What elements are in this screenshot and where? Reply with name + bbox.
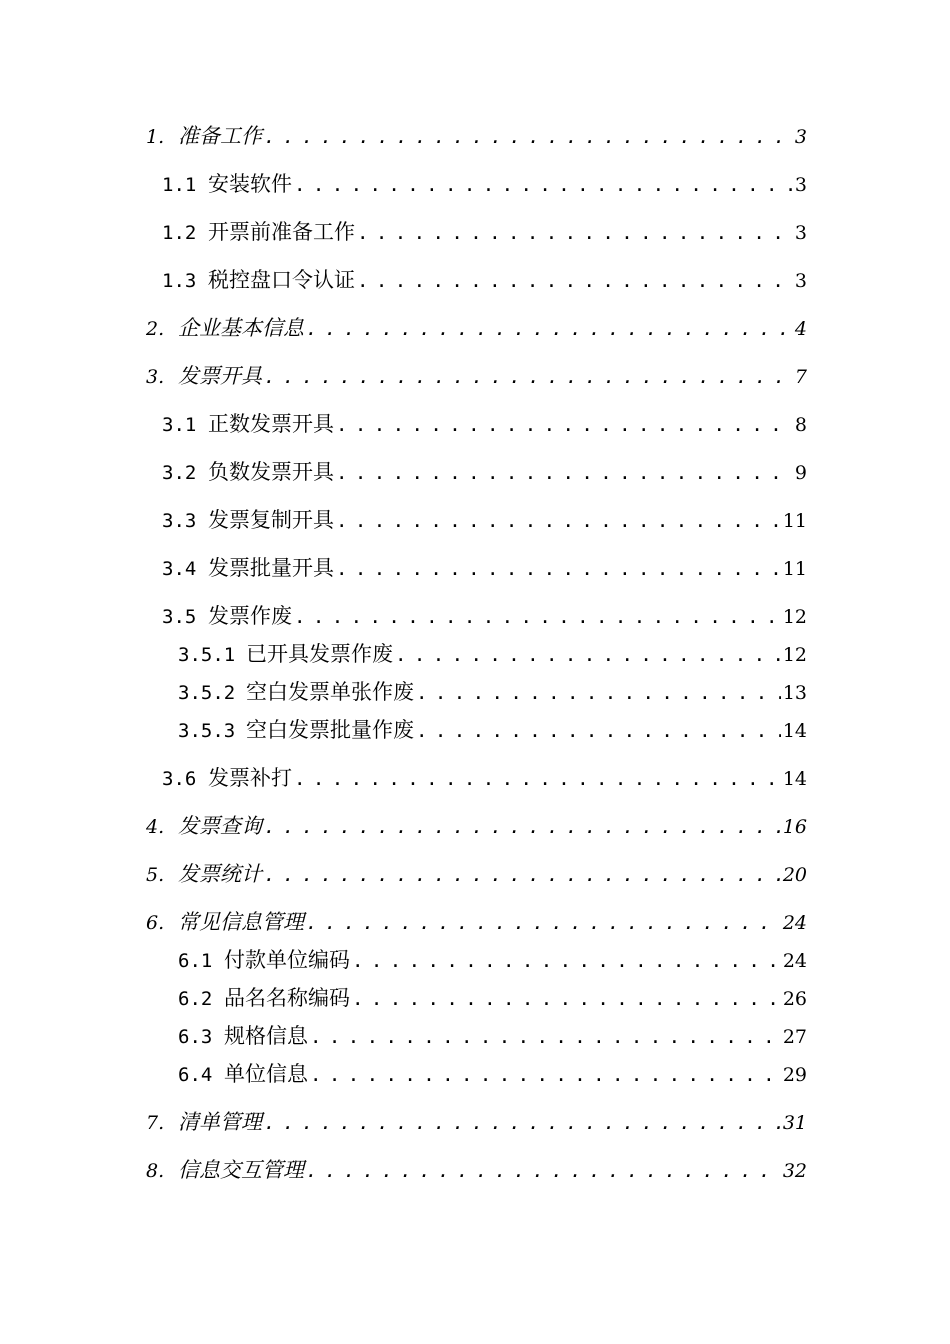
toc-title: 发票统计 xyxy=(178,862,262,886)
toc-entry[interactable] xyxy=(178,946,807,974)
toc-number: 1.3 xyxy=(162,270,197,292)
dot-leader xyxy=(264,363,793,391)
toc-title: 空白发票单张作废 xyxy=(246,680,414,704)
toc-entry[interactable] xyxy=(146,362,807,390)
toc-page: 16 xyxy=(782,816,807,838)
toc-title: 开票前准备工作 xyxy=(208,220,355,244)
toc-page: 24 xyxy=(782,912,807,934)
toc-number: 8. xyxy=(146,1160,165,1182)
toc-entry[interactable] xyxy=(162,506,807,534)
toc-entry[interactable] xyxy=(162,410,807,438)
toc-entry[interactable] xyxy=(162,266,807,294)
toc-title: 发票查询 xyxy=(178,814,262,838)
toc-title: 发票开具 xyxy=(178,364,262,388)
dot-leader xyxy=(310,1023,781,1051)
dot-leader xyxy=(352,985,781,1013)
toc-number: 7. xyxy=(146,1112,165,1134)
toc-page: 29 xyxy=(782,1064,807,1086)
toc-entry[interactable] xyxy=(178,984,807,1012)
toc-number: 3.5 xyxy=(162,606,197,628)
toc-page: 3 xyxy=(794,126,807,148)
toc-entry[interactable] xyxy=(162,554,807,582)
toc-page: 27 xyxy=(782,1026,807,1048)
toc-entry[interactable] xyxy=(178,640,807,668)
toc-page: 14 xyxy=(782,720,807,742)
toc-number: 3. xyxy=(146,366,165,388)
toc-title: 负数发票开具 xyxy=(208,460,334,484)
toc-entry[interactable] xyxy=(146,812,807,840)
toc-number: 3.5.2 xyxy=(178,682,236,704)
toc-number: 6.3 xyxy=(178,1026,213,1048)
toc-number: 6.4 xyxy=(178,1064,213,1086)
toc-title: 税控盘口令认证 xyxy=(208,268,355,292)
toc-number: 3.1 xyxy=(162,414,197,436)
toc-page: 26 xyxy=(782,988,807,1010)
toc-number: 6.1 xyxy=(178,950,213,972)
dot-leader xyxy=(264,861,781,889)
toc-title: 空白发票批量作废 xyxy=(246,718,414,742)
toc-page: 24 xyxy=(782,950,807,972)
toc-page: 12 xyxy=(782,644,807,666)
toc-title: 正数发票开具 xyxy=(208,412,334,436)
toc-page: 3 xyxy=(794,174,807,196)
toc-title: 安装软件 xyxy=(208,172,292,196)
toc-number: 5. xyxy=(146,864,165,886)
dot-leader xyxy=(416,679,781,707)
toc-number: 3.4 xyxy=(162,558,197,580)
toc-page: 9 xyxy=(794,462,807,484)
dot-leader xyxy=(395,641,781,669)
toc-title: 常见信息管理 xyxy=(178,910,304,934)
toc-number: 2. xyxy=(146,318,165,340)
dot-leader xyxy=(336,459,793,487)
dot-leader xyxy=(357,267,793,295)
toc-page: 14 xyxy=(782,768,807,790)
toc-entry[interactable] xyxy=(162,218,807,246)
toc-entry[interactable] xyxy=(146,1108,807,1136)
toc-title: 单位信息 xyxy=(224,1062,308,1086)
dot-leader xyxy=(336,411,793,439)
toc-page: 11 xyxy=(782,558,807,580)
toc-page: 11 xyxy=(782,510,807,532)
toc-number: 3.5.1 xyxy=(178,644,236,666)
toc-title: 信息交互管理 xyxy=(178,1158,304,1182)
toc-number: 3.3 xyxy=(162,510,197,532)
toc-page: 13 xyxy=(782,682,807,704)
toc-page: 31 xyxy=(782,1112,807,1134)
dot-leader xyxy=(352,947,781,975)
toc-page: 7 xyxy=(794,366,807,388)
toc-title: 发票作废 xyxy=(208,604,292,628)
toc-page: 20 xyxy=(782,864,807,886)
toc-entry[interactable] xyxy=(146,122,807,150)
dot-leader xyxy=(357,219,793,247)
dot-leader xyxy=(294,603,781,631)
dot-leader xyxy=(336,555,781,583)
dot-leader xyxy=(306,909,781,937)
toc-title: 企业基本信息 xyxy=(178,316,304,340)
dot-leader xyxy=(336,507,781,535)
toc-number: 6.2 xyxy=(178,988,213,1010)
toc-number: 1.1 xyxy=(162,174,197,196)
toc-title: 已开具发票作废 xyxy=(246,642,393,666)
toc-number: 1.2 xyxy=(162,222,197,244)
toc-entry[interactable] xyxy=(146,1156,807,1184)
toc-number: 3.6 xyxy=(162,768,197,790)
toc-number: 3.5.3 xyxy=(178,720,236,742)
toc-entry[interactable] xyxy=(146,314,807,342)
dot-leader xyxy=(306,315,793,343)
dot-leader xyxy=(310,1061,781,1089)
toc-page: 3 xyxy=(794,270,807,292)
toc-entry[interactable] xyxy=(178,716,807,744)
toc-page: 3 xyxy=(794,222,807,244)
toc-title: 付款单位编码 xyxy=(224,948,350,972)
toc-entry[interactable] xyxy=(162,602,807,630)
toc-entry[interactable] xyxy=(178,1022,807,1050)
toc-entry[interactable] xyxy=(178,1060,807,1088)
dot-leader xyxy=(264,1109,781,1137)
dot-leader xyxy=(264,813,781,841)
toc-page: 4 xyxy=(794,318,807,340)
dot-leader xyxy=(264,123,793,151)
toc-number: 1. xyxy=(146,126,165,148)
toc-number: 3.2 xyxy=(162,462,197,484)
toc-entry[interactable] xyxy=(162,170,807,198)
toc-title: 清单管理 xyxy=(178,1110,262,1134)
toc-title: 发票复制开具 xyxy=(208,508,334,532)
toc-title: 品名名称编码 xyxy=(224,986,350,1010)
toc-entry[interactable] xyxy=(146,908,807,936)
toc-title: 规格信息 xyxy=(224,1024,308,1048)
toc-number: 4. xyxy=(146,816,165,838)
dot-leader xyxy=(416,717,781,745)
toc-number: 6. xyxy=(146,912,165,934)
toc-title: 发票批量开具 xyxy=(208,556,334,580)
toc-entry[interactable] xyxy=(162,764,807,792)
toc-entry[interactable] xyxy=(178,678,807,706)
toc-entry[interactable] xyxy=(146,860,807,888)
toc-page: 32 xyxy=(782,1160,807,1182)
dot-leader xyxy=(294,171,793,199)
dot-leader xyxy=(306,1157,781,1185)
toc-page: 8 xyxy=(794,414,807,436)
toc-entry[interactable] xyxy=(162,458,807,486)
toc-title: 发票补打 xyxy=(208,766,292,790)
toc-title: 准备工作 xyxy=(178,124,262,148)
toc-page: 12 xyxy=(782,606,807,628)
dot-leader xyxy=(294,765,781,793)
